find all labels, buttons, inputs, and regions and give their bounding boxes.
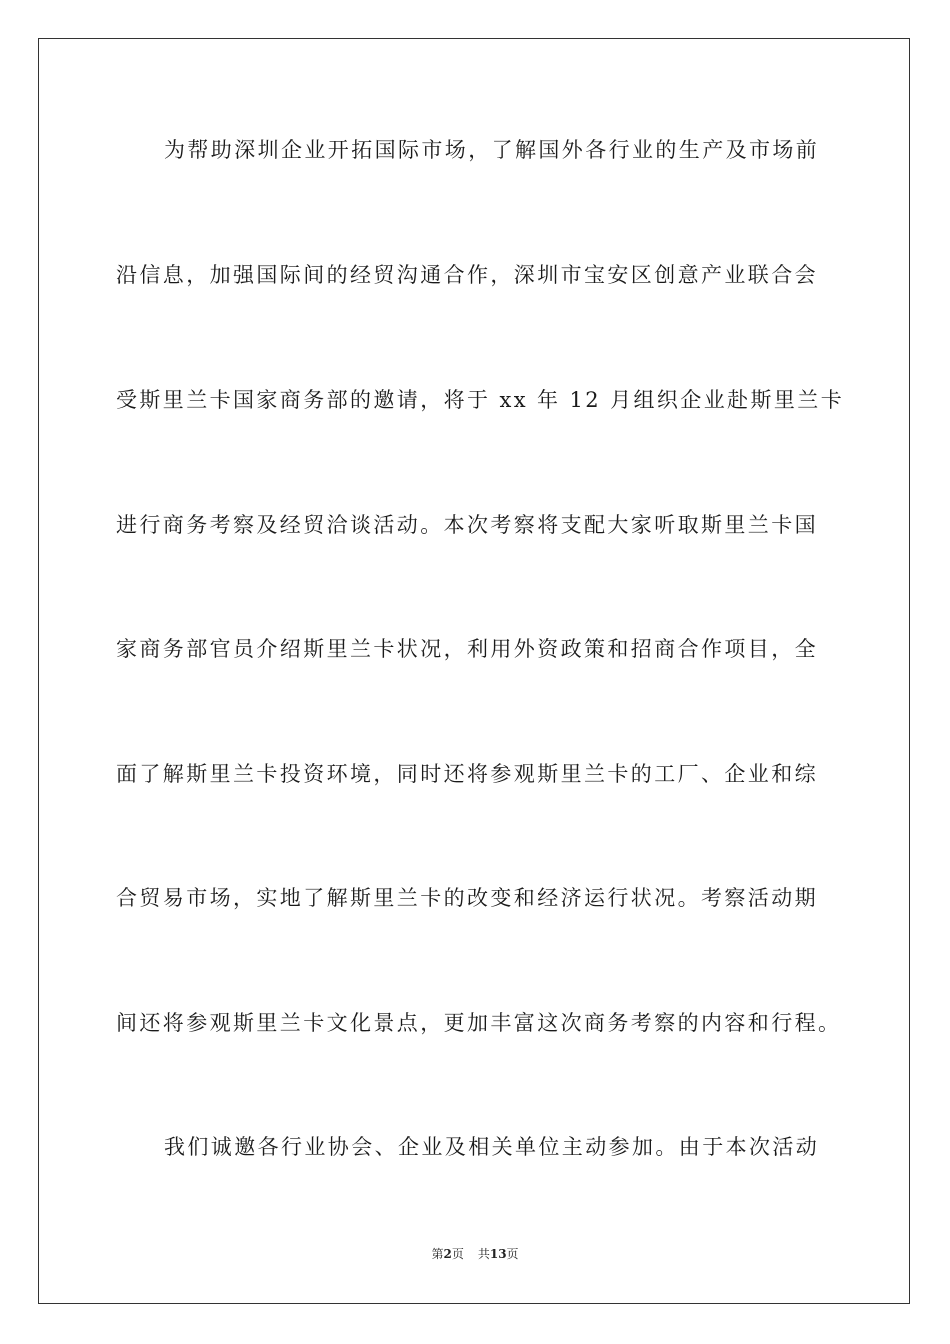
paragraph-2-line-1: 我们诚邀各行业协会、企业及相关单位主动参加。由于本次活动 [164, 1135, 820, 1159]
paragraph-1-line-4: 进行商务考察及经贸洽谈活动。本次考察将支配大家听取斯里兰卡国 [116, 513, 818, 537]
paragraph-1-line-7: 合贸易市场，实地了解斯里兰卡的改变和经济运行状况。考察活动期 [116, 886, 818, 910]
paragraph-1-line-5: 家商务部官员介绍斯里兰卡状况，利用外资政策和招商合作项目，全 [116, 637, 818, 661]
paragraph-1-line-6: 面了解斯里兰卡投资环境，同时还将参观斯里兰卡的工厂、企业和综 [116, 762, 818, 786]
paragraph-1-line-1: 为帮助深圳企业开拓国际市场，了解国外各行业的生产及市场前 [164, 138, 820, 162]
total-prefix: 共 [477, 1247, 490, 1261]
paragraph-1-line-2: 沿信息，加强国际间的经贸沟通合作，深圳市宝安区创意产业联合会 [116, 263, 818, 287]
page-prefix: 第 [431, 1247, 444, 1261]
page-suffix: 页 [451, 1247, 464, 1261]
total-pages: 13 [489, 1247, 507, 1261]
paragraph-1-line-3: 受斯里兰卡国家商务部的邀请，将于 xx 年 12 月组织企业赴斯里兰卡 [116, 388, 845, 412]
page-footer [0, 1246, 950, 1262]
paragraph-1-line-8: 间还将参观斯里兰卡文化景点，更加丰富这次商务考察的内容和行程。 [116, 1011, 842, 1035]
page-number: 2 [443, 1247, 452, 1261]
page-border [38, 38, 910, 1304]
total-suffix: 页 [506, 1247, 519, 1261]
